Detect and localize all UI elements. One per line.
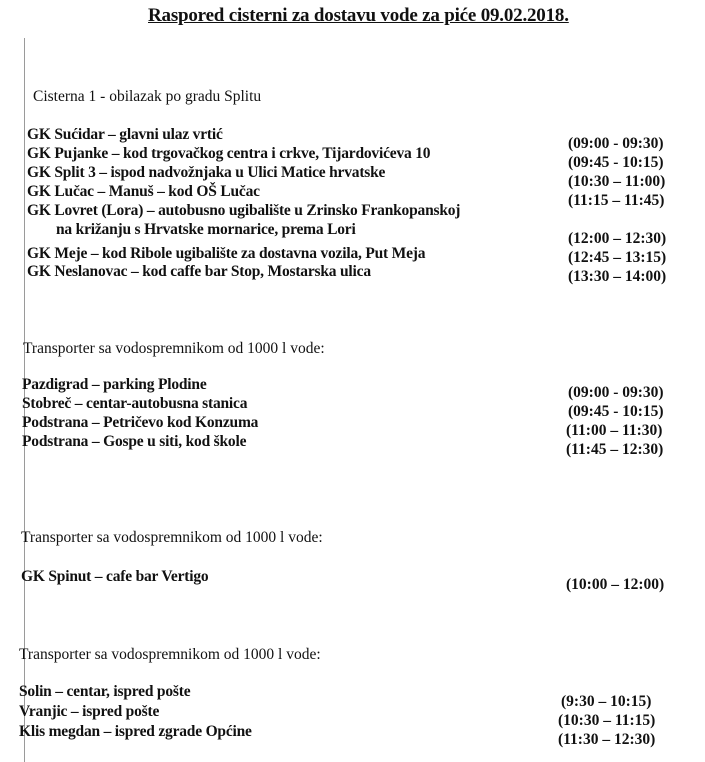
stop-time: (09:45 - 10:15)	[568, 154, 664, 171]
stop-place: Vranjic – ispred pošte	[19, 703, 160, 720]
stop-time: (11:30 – 12:30)	[558, 731, 656, 748]
stop-place: Solin – centar, ispred pošte	[19, 683, 191, 700]
stop-place: Podstrana – Petričevo kod Konzuma	[22, 414, 259, 431]
stop-place: GK Meje – kod Ribole ugibalište za dostavna vozila, Put Meja	[27, 245, 426, 262]
stop-time: (09:00 - 09:30)	[568, 384, 664, 401]
stop-time: (12:00 – 12:30)	[568, 230, 667, 247]
stop-time: (09:00 - 09:30)	[568, 135, 664, 152]
stop-place: GK Pujanke – kod trgovačkog centra i crkve, Tijardovićeva 10	[27, 145, 431, 162]
stop-place: GK Spinut – cafe bar Vertigo	[21, 568, 209, 585]
stop-time: (10:00 – 12:00)	[566, 576, 665, 593]
stop-time: (11:45 – 12:30)	[566, 441, 664, 458]
stop-place: GK Lučac – Manuš – kod OŠ Lučac	[27, 183, 260, 200]
stop-time: (10:30 – 11:15)	[558, 712, 656, 729]
stop-time: (12:45 – 13:15)	[568, 249, 667, 266]
stop-place: GK Split 3 – ispod nadvožnjaka u Ulici Matice hrvatske	[27, 164, 386, 181]
stop-time: (11:15 – 11:45)	[568, 192, 665, 209]
stop-place: Podstrana – Gospe u siti, kod škole	[22, 433, 247, 450]
stop-time: (11:00 – 11:30)	[566, 422, 663, 439]
section-heading: Transporter sa vodospremnikom od 1000 l vode:	[21, 529, 323, 546]
stop-time: (10:30 – 11:00)	[568, 173, 666, 190]
stop-time: (9:30 – 10:15)	[561, 693, 652, 710]
stop-place: GK Sućidar – glavni ulaz vrtić	[27, 126, 223, 143]
section-heading: Cisterna 1 - obilazak po gradu Splitu	[33, 88, 262, 105]
stop-place: GK Neslanovac – kod caffe bar Stop, Mostarska ulica	[27, 263, 371, 280]
section-heading: Transporter sa vodospremnikom od 1000 l vode:	[23, 340, 325, 357]
stop-place: Pazdigrad – parking Plodine	[22, 376, 207, 393]
stop-place: Stobreč – centar-autobusna stanica	[22, 395, 248, 412]
stop-place: GK Lovret (Lora) – autobusno ugibalište u Zrinsko Frankopanskoj	[27, 202, 461, 219]
stop-place: na križanju s Hrvatske mornarice, prema Lori	[56, 221, 356, 238]
stop-time: (09:45 - 10:15)	[568, 403, 664, 420]
stop-time: (13:30 – 14:00)	[568, 268, 667, 285]
section-heading: Transporter sa vodospremnikom od 1000 l vode:	[19, 646, 321, 663]
stop-place: Klis megdan – ispred zgrade Općine	[19, 723, 252, 740]
document-title: Raspored cisterni za dostavu vode za piće 09.02.2018.	[148, 5, 569, 26]
